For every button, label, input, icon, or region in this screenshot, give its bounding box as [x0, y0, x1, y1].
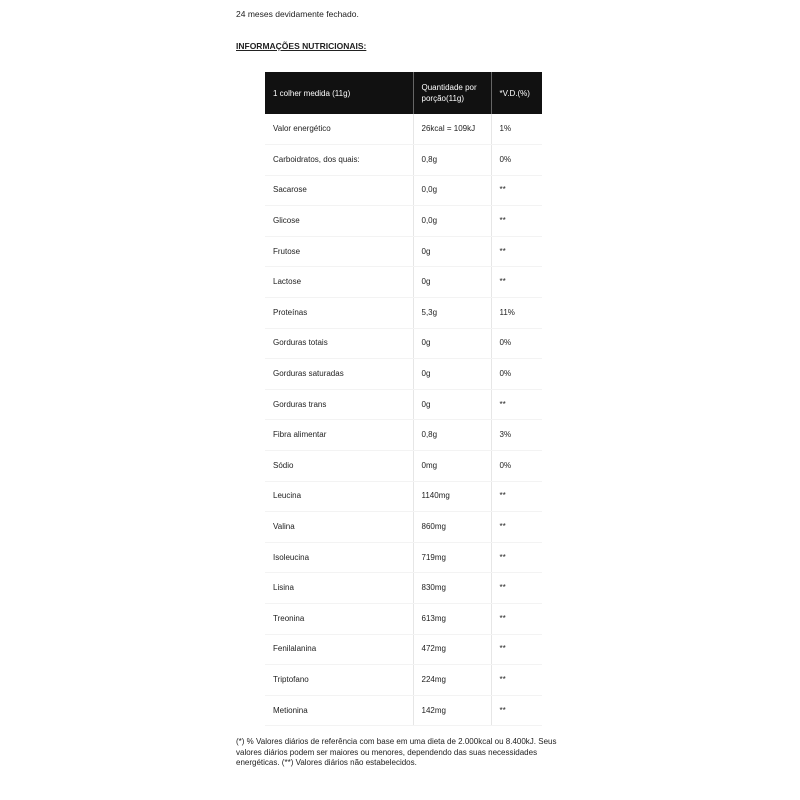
nutrient-amount: 613mg [413, 604, 491, 635]
nutrient-amount: 26kcal = 109kJ [413, 114, 491, 145]
nutrient-daily-value: 0% [491, 328, 542, 359]
nutrient-name: Fenilalanina [265, 634, 413, 665]
footnote: (*) % Valores diários de referência com base em uma dieta de 2.000kcal ou 8.400kJ. Seus valores diários podem ser maiores ou menores, dependendo das suas necessidades energéticas. (**) Valores diários não estabelecidos. [236, 737, 557, 767]
nutrient-daily-value: ** [491, 542, 542, 573]
table-row [265, 328, 542, 359]
table-row [265, 451, 542, 482]
nutrient-amount: 860mg [413, 512, 491, 543]
nutrient-name: Proteínas [265, 298, 413, 329]
intro-text: 24 meses devidamente fechado. [236, 9, 359, 19]
header-serving: 1 colher medida (11g) [265, 72, 413, 114]
nutrient-daily-value: 0% [491, 145, 542, 176]
nutrient-daily-value: ** [491, 665, 542, 696]
nutrient-amount: 0mg [413, 451, 491, 482]
table-row [265, 420, 542, 451]
table-row [265, 573, 542, 604]
nutrient-name: Gorduras saturadas [265, 359, 413, 390]
nutrient-daily-value: 11% [491, 298, 542, 329]
nutrient-daily-value: ** [491, 634, 542, 665]
nutrient-daily-value: ** [491, 481, 542, 512]
table-row [265, 634, 542, 665]
table-row [265, 481, 542, 512]
header-amount: Quantidade por porção(11g) [413, 72, 491, 114]
nutrient-name: Gorduras totais [265, 328, 413, 359]
table-row [265, 542, 542, 573]
nutrition-table [265, 72, 542, 726]
nutrient-amount: 0g [413, 267, 491, 298]
nutrient-daily-value: ** [491, 206, 542, 237]
nutrient-amount: 719mg [413, 542, 491, 573]
nutrient-name: Sódio [265, 451, 413, 482]
table-row [265, 145, 542, 176]
nutrient-name: Triptofano [265, 665, 413, 696]
nutrient-amount: 0,0g [413, 206, 491, 237]
nutrient-amount: 0,0g [413, 175, 491, 206]
nutrient-name: Glicose [265, 206, 413, 237]
table-row [265, 359, 542, 390]
nutrient-name: Isoleucina [265, 542, 413, 573]
table-row [265, 298, 542, 329]
nutrient-daily-value: ** [491, 236, 542, 267]
nutrient-daily-value: ** [491, 389, 542, 420]
nutrient-name: Leucina [265, 481, 413, 512]
nutrient-name: Fibra alimentar [265, 420, 413, 451]
nutrient-amount: 142mg [413, 695, 491, 726]
nutrient-name: Gorduras trans [265, 389, 413, 420]
nutrient-amount: 5,3g [413, 298, 491, 329]
nutrient-daily-value: ** [491, 604, 542, 635]
table-row [265, 175, 542, 206]
table-row [265, 236, 542, 267]
table-row [265, 389, 542, 420]
nutrient-daily-value: ** [491, 695, 542, 726]
table-row [265, 114, 542, 145]
nutrient-name: Metionina [265, 695, 413, 726]
nutrient-daily-value: ** [491, 175, 542, 206]
nutrient-amount: 0,8g [413, 145, 491, 176]
nutrient-name: Valor energético [265, 114, 413, 145]
nutrient-daily-value: ** [491, 573, 542, 604]
table-row [265, 695, 542, 726]
nutrient-amount: 0,8g [413, 420, 491, 451]
nutrient-name: Carboidratos, dos quais: [265, 145, 413, 176]
nutrient-name: Frutose [265, 236, 413, 267]
nutrient-amount: 472mg [413, 634, 491, 665]
nutrient-name: Treonina [265, 604, 413, 635]
table-row [265, 267, 542, 298]
nutrient-amount: 0g [413, 236, 491, 267]
nutrient-name: Sacarose [265, 175, 413, 206]
nutrient-amount: 0g [413, 389, 491, 420]
nutrient-amount: 0g [413, 328, 491, 359]
header-row [265, 72, 542, 114]
nutrition-table-body [265, 114, 542, 726]
nutrient-name: Lactose [265, 267, 413, 298]
nutrient-name: Lisina [265, 573, 413, 604]
nutrient-daily-value: ** [491, 267, 542, 298]
nutrient-amount: 224mg [413, 665, 491, 696]
nutrient-daily-value: 0% [491, 359, 542, 390]
nutrition-section-title: INFORMAÇÕES NUTRICIONAIS: [236, 41, 367, 51]
nutrient-amount: 830mg [413, 573, 491, 604]
nutrient-daily-value: 3% [491, 420, 542, 451]
nutrient-daily-value: ** [491, 512, 542, 543]
nutrient-amount: 0g [413, 359, 491, 390]
table-row [265, 206, 542, 237]
table-row [265, 512, 542, 543]
header-daily-value: *V.D.(%) [499, 88, 530, 98]
nutrient-daily-value: 1% [491, 114, 542, 145]
nutrient-daily-value: 0% [491, 451, 542, 482]
nutrient-name: Valina [265, 512, 413, 543]
nutrient-amount: 1140mg [413, 481, 491, 512]
table-row [265, 665, 542, 696]
table-row [265, 604, 542, 635]
nutrition-table-header [265, 72, 542, 114]
